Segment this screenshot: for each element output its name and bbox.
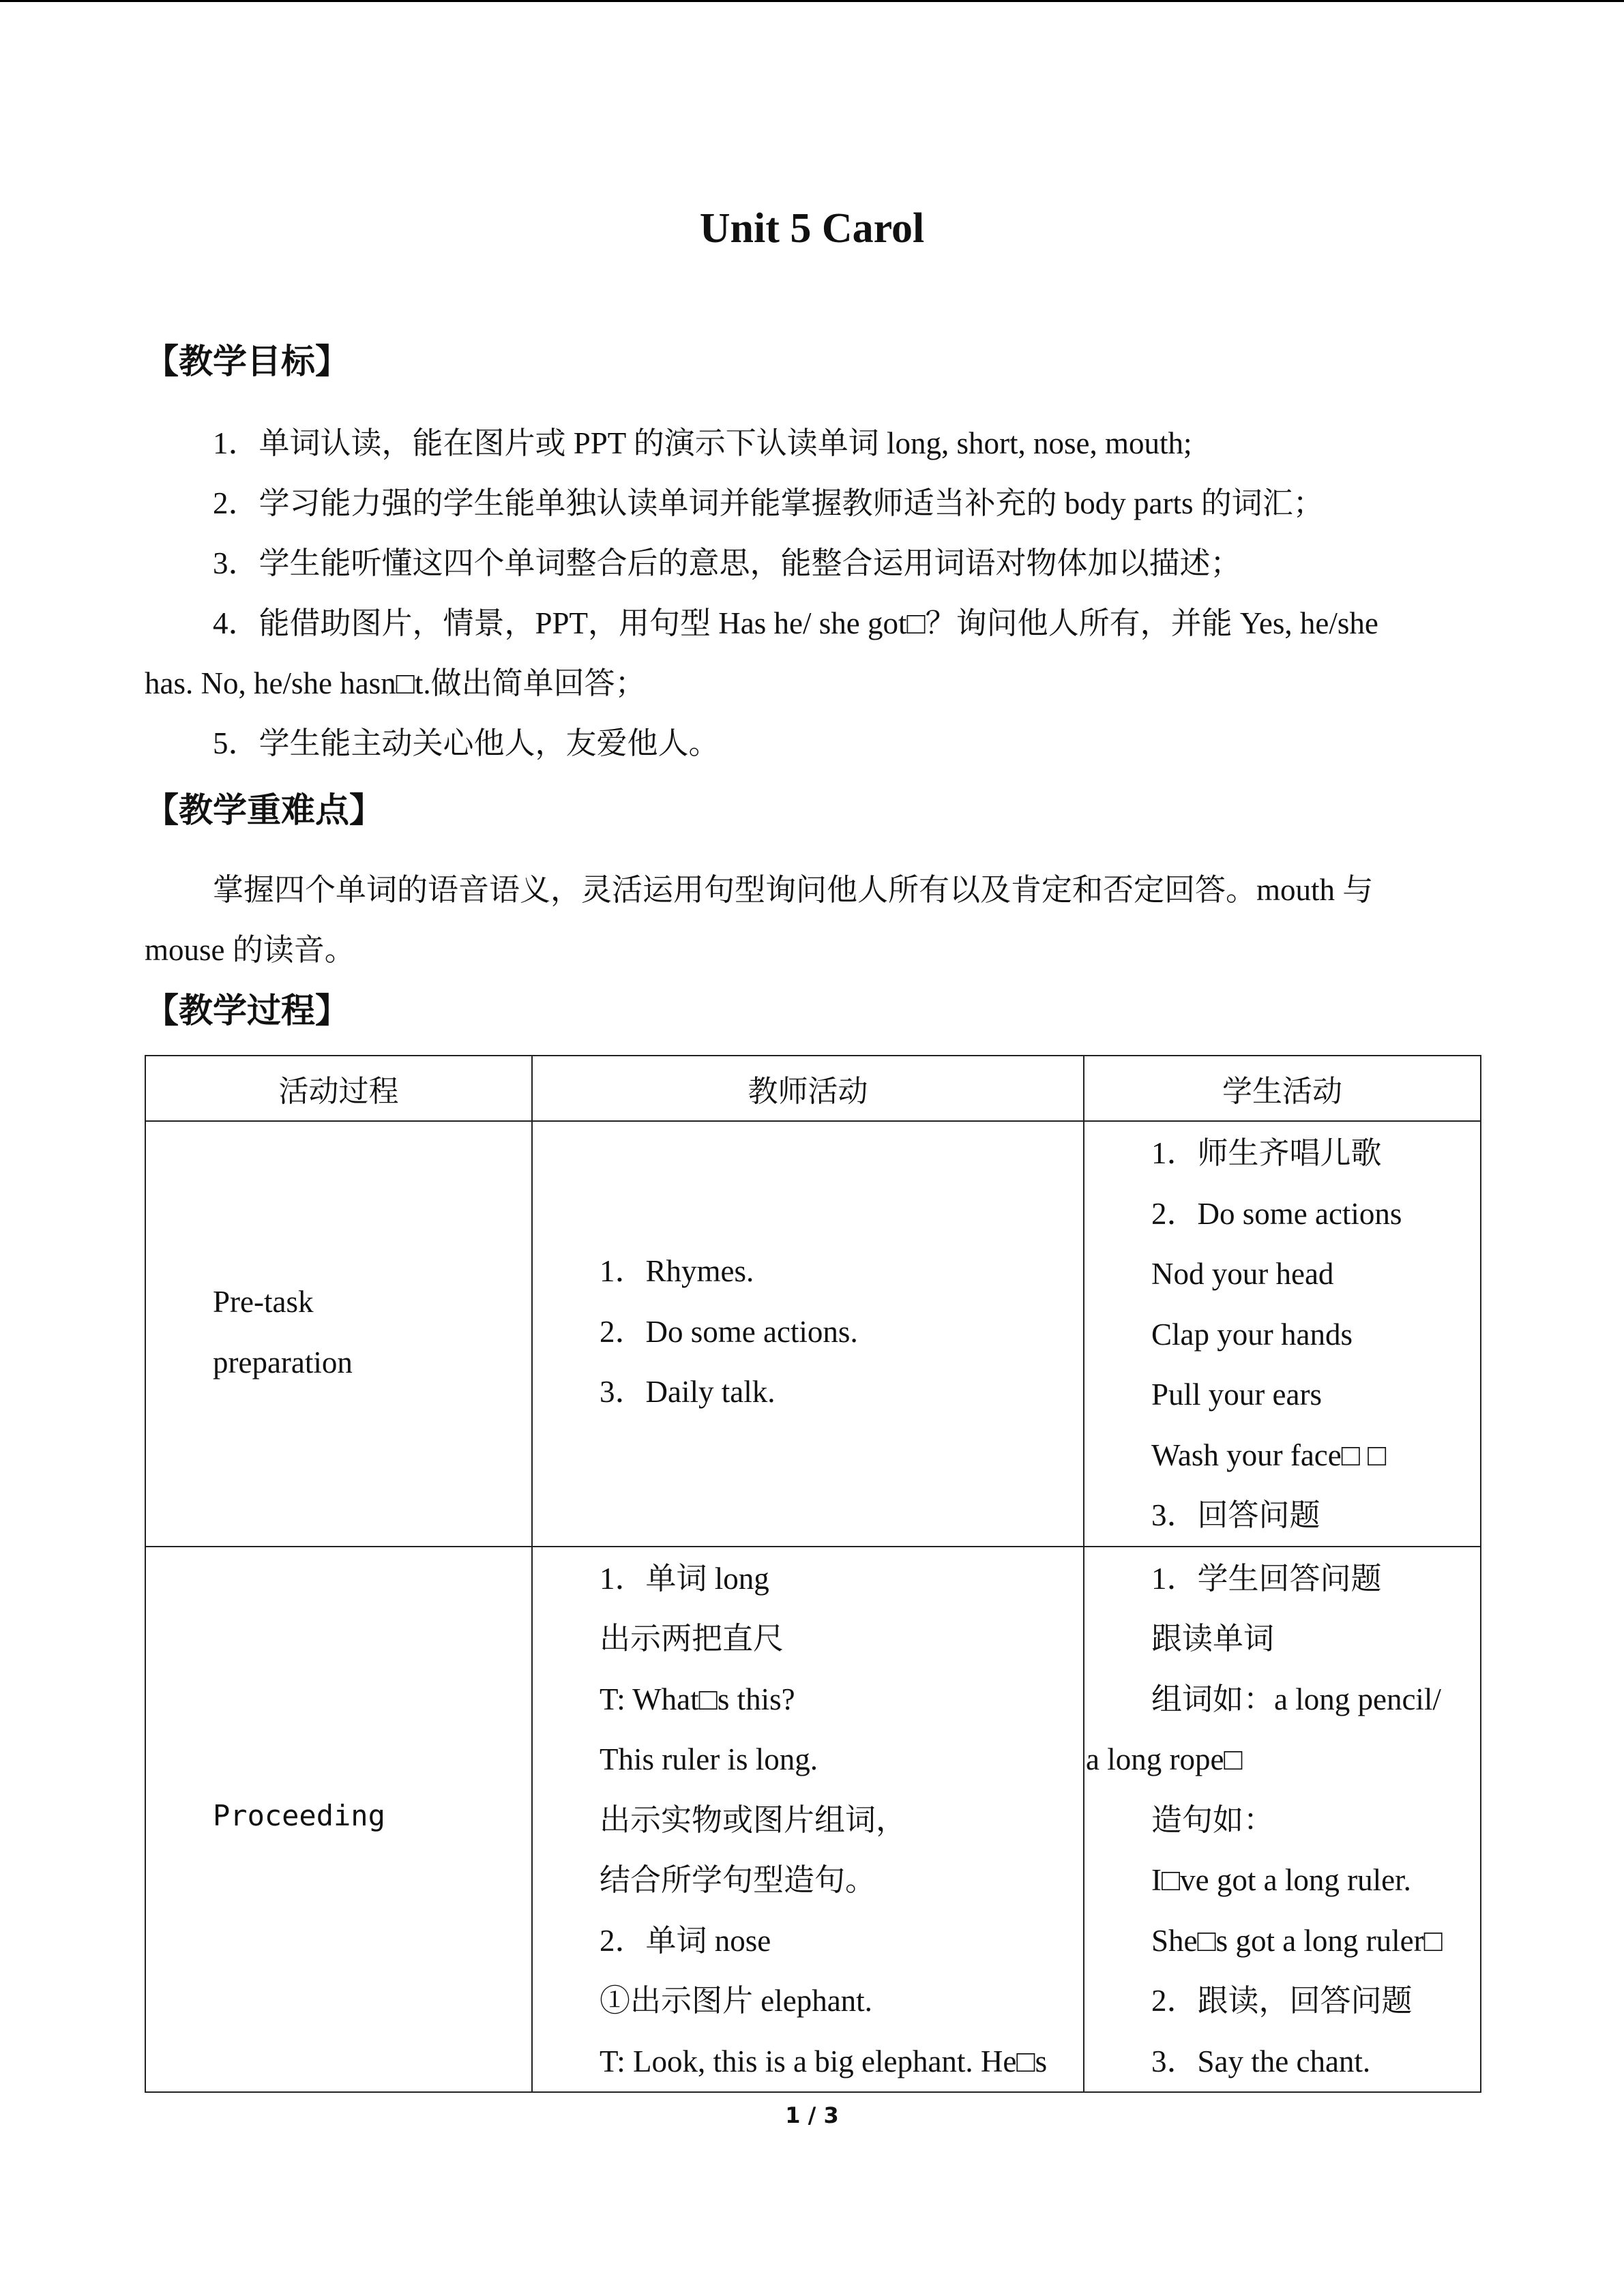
student-line: a long rope□: [1086, 1742, 1243, 1776]
stage-cell: [145, 1547, 532, 2093]
objective-item: 4．能借助图片，情景，PPT，用句型 Has he/ she got□？询问他人所有，并能 Yes, he/she: [213, 606, 1378, 640]
student-line: 3．回答问题: [1151, 1498, 1320, 1532]
teacher-cell: [532, 1121, 1084, 1547]
table-row: [145, 1121, 1481, 1547]
page-title: Unit 5 Carol: [699, 205, 925, 252]
objective-item: has. No, he/she hasn□t.做出简单回答；: [145, 666, 646, 700]
process-heading: 【教学过程】: [145, 991, 349, 1030]
student-cell: [1084, 1121, 1481, 1547]
objectives-list: [145, 413, 1378, 773]
objective-item: 1．单词认读，能在图片或 PPT 的演示下认读单词 long, short, nose, mouth;: [213, 426, 1192, 460]
student-line: 3．Say the chant.: [1151, 2044, 1371, 2078]
student-line: 跟读单词: [1151, 1622, 1275, 1656]
teacher-line: T: Look, this is a big elephant. He□s: [600, 2044, 1048, 2078]
student-line: I□ve got a long ruler.: [1151, 1863, 1411, 1897]
student-line: 1．师生齐唱儿歌: [1151, 1136, 1382, 1170]
student-line: Clap your hands: [1151, 1317, 1353, 1352]
objectives-heading: 【教学目标】: [145, 342, 349, 381]
table-header-row: [145, 1056, 1481, 1121]
teacher-line: ①出示图片 elephant.: [600, 1984, 872, 2018]
key-points-line: mouse 的读音。: [145, 933, 355, 967]
teacher-line: 出示两把直尺: [600, 1622, 784, 1656]
student-line: 2．Do some actions: [1151, 1196, 1402, 1231]
student-line: 1．学生回答问题: [1151, 1561, 1382, 1596]
top-border: [0, 0, 1624, 2]
student-line: 2．跟读，回答问题: [1151, 1984, 1413, 2018]
student-line: 组词如：a long pencil/: [1151, 1682, 1441, 1716]
objective-item: 3．学生能听懂这四个单词整合后的意思，能整合运用词语对物体加以描述；: [213, 546, 1241, 580]
header-teacher: 教师活动: [532, 1056, 1084, 1121]
teacher-line: 3．Daily talk.: [600, 1375, 776, 1409]
header-student: 学生活动: [1084, 1056, 1481, 1121]
teacher-line: This ruler is long.: [600, 1742, 818, 1776]
teacher-cell: [532, 1547, 1084, 2093]
teacher-line: T: What□s this?: [600, 1682, 795, 1716]
student-line: Pull your ears: [1151, 1377, 1322, 1412]
stage-text: Proceeding: [213, 1798, 385, 1832]
student-line: Wash your face□ □: [1151, 1437, 1387, 1472]
teacher-line: 2．Do some actions.: [600, 1314, 858, 1349]
student-cell: [1084, 1547, 1481, 2093]
stage-cell: [145, 1121, 532, 1547]
key-points-heading: 【教学重难点】: [145, 790, 383, 830]
stage-text: preparation: [213, 1345, 353, 1380]
table-row: [145, 1547, 1481, 2093]
header-stage: 活动过程: [145, 1056, 532, 1121]
teacher-line: 结合所学句型造句。: [600, 1863, 876, 1897]
teacher-line: 出示实物或图片组词，: [600, 1802, 907, 1837]
key-points-text: [145, 860, 1373, 980]
teacher-line: 1．Rhymes.: [600, 1254, 754, 1288]
process-table: [145, 1055, 1481, 2093]
page-number: 1 / 3: [785, 2102, 839, 2128]
student-line: She□s got a long ruler□: [1151, 1923, 1443, 1958]
key-points-line: 掌握四个单词的语音语义，灵活运用句型询问他人所有以及肯定和否定回答。mouth 与: [213, 873, 1374, 907]
teacher-line: 1．单词 long: [600, 1561, 769, 1596]
stage-text: Pre-task: [213, 1285, 314, 1319]
student-line: Nod your head: [1151, 1257, 1334, 1291]
teacher-line: 2．单词 nose: [600, 1923, 771, 1958]
objective-item: 5．学生能主动关心他人，友爱他人。: [213, 726, 720, 760]
objective-item: 2．学习能力强的学生能单独认读单词并能掌握教师适当补充的 body parts 的词汇；: [213, 486, 1324, 520]
student-line: 造句如：: [1151, 1802, 1275, 1837]
